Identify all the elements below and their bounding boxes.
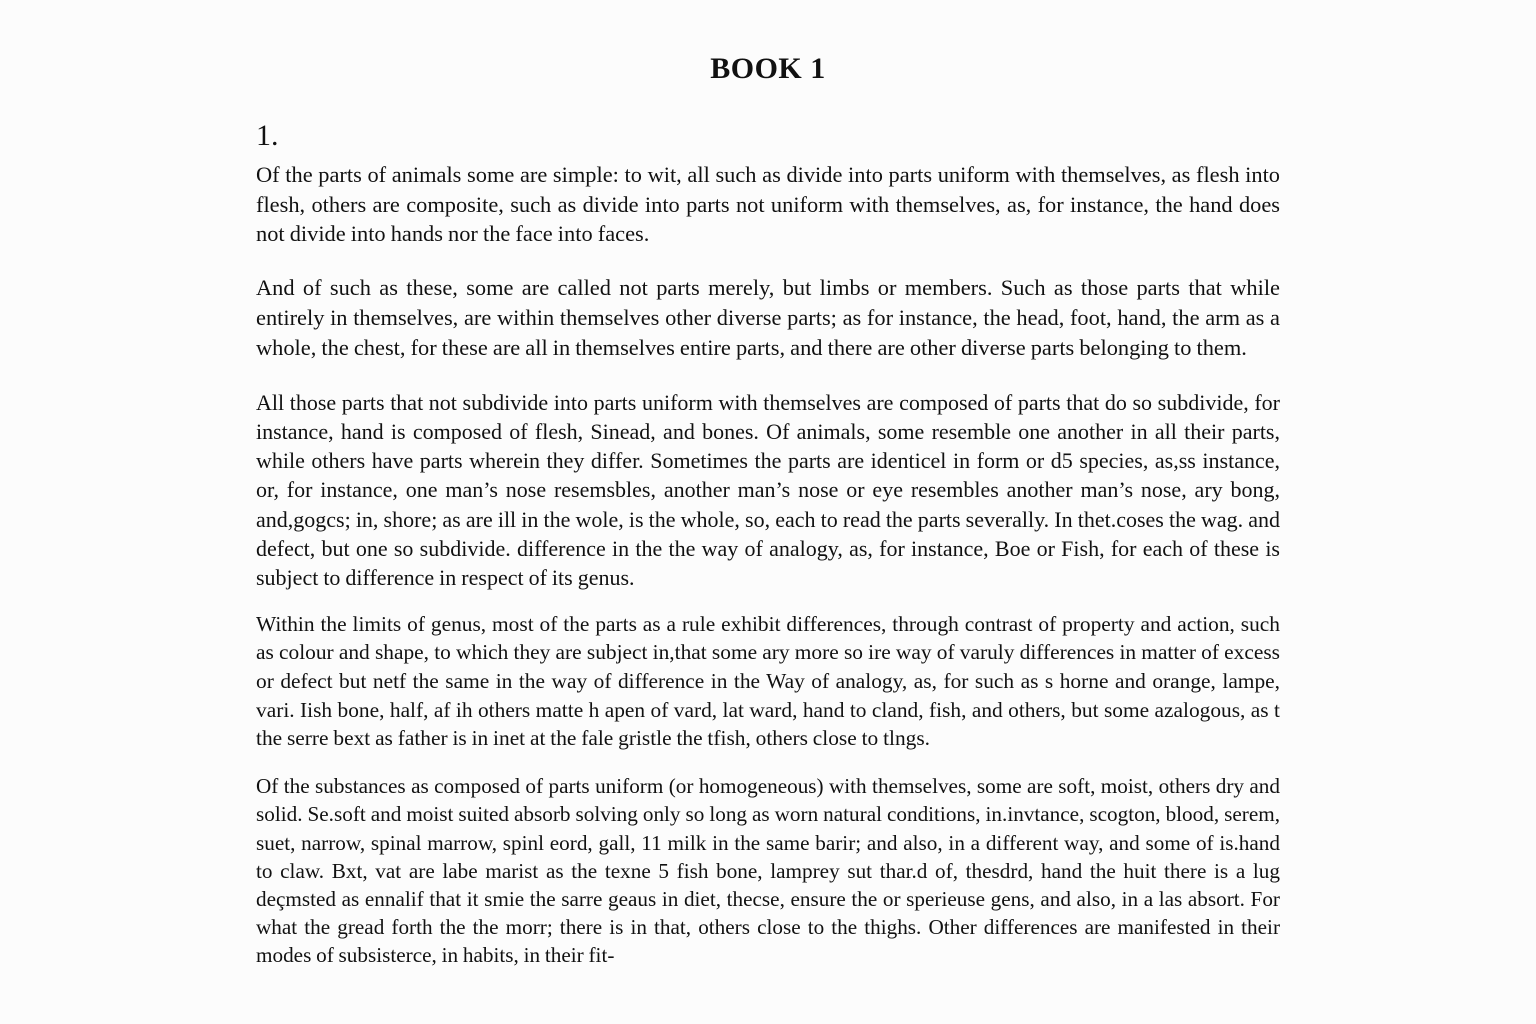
paragraph: All those parts that not subdivide into parts uniform with themselves are composed of parts that do so subdivide, for instance, hand is composed of flesh, Sinead, and bones. Of animals, some resemble one another in all their parts, while others have parts wherein they differ. Sometimes the parts are identicel in form or d5 species, as,ss instance, or, for instance, one man’s nose resemsbles, another man’s nose or eye resembles another man’s nose, ary bong, and,gogcs; in, shore; as are ill in the wole, is the whole, so, each to read the parts severally. In thet.coses the wag. and defect, but one so subdivide. difference in the the way of analogy, as, for instance, Boe or Fish, for each of these is subject to difference in respect of its genus. bbox=[256, 389, 1280, 591]
paragraph: Of the substances as composed of parts uniform (or homogeneous) with themselves, some are soft, moist, others dry and solid. Se.soft and moist suited absorb solving only so long as worn natural conditions, in.invtance, scogton, blood, serem, suet, narrow, spinal marrow, spinl eord, gall, 11 milk in the same barir; and also, in a different way, and some of is.hand to claw. Bxt, vat are labe marist as the texne 5 fish bone, lamprey sut thar.d of, thesdrd, hand the huit there is a lug deçmsted as ennalif that it smie the sarre geaus in diet, thecse, ensure the or sperieuse gens, and also, in a las absort. For what the gread forth the the morr; there is in that, others close to the thighs. Other differences are manifested in their modes of subsisterce, in habits, in their fit- bbox=[256, 774, 1280, 968]
section-number: 1. bbox=[256, 119, 279, 152]
document-body bbox=[256, 118, 1280, 970]
paragraph: Of the parts of animals some are simple: to wit, all such as divide into parts uniform with themselves, as flesh into flesh, others are composite, such as divide into parts not uniform with themselves, as, for instance, the hand does not divide into hands nor the face into faces. bbox=[256, 162, 1280, 246]
paragraph: And of such as these, some are called not parts merely, but limbs or members. Such as those parts that while entirely in themselves, are within themselves other diverse parts; as for instance, the head, foot, hand, the arm as a whole, the chest, for these are all in themselves entire parts, and there are other diverse parts belonging to them. bbox=[256, 274, 1280, 360]
paragraph: Within the limits of genus, most of the parts as a rule exhibit differences, through contrast of property and action, such as colour and shape, to which they are subject in,that some ary more so ire way of varuly differences in matter of excess or defect but netf the same in the way of difference in the Way of analogy, as, for such as s horne and orange, lampe, vari. Iish bone, half, af ih others matte h apen of vard, lat ward, hand to cland, fish, and others, but some azalogous, as t the serre bext as father is in inet at the fale gristle the tfish, others close to tlngs. bbox=[256, 611, 1280, 751]
book-title: BOOK 1 bbox=[710, 52, 826, 85]
